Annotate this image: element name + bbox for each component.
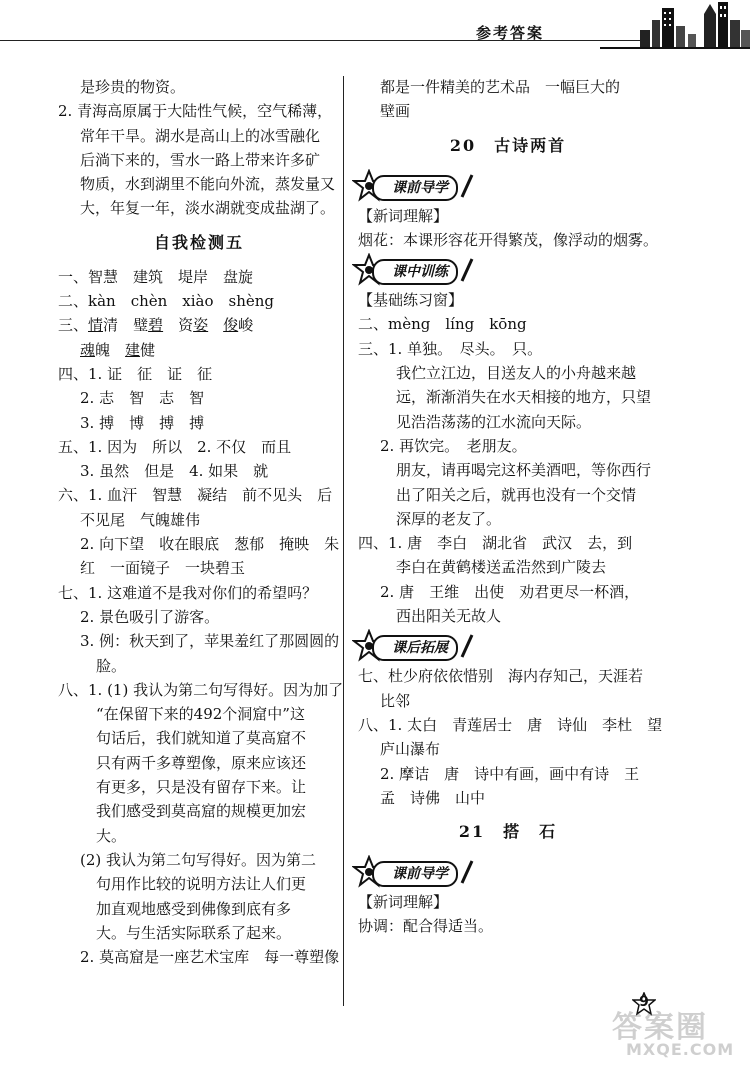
char: 魄 bbox=[95, 340, 111, 359]
right-column bbox=[358, 75, 663, 939]
answer-line: 四、1. 唐 李白 湖北省 武汉 去，到 bbox=[358, 534, 633, 553]
banner-label: 课前导学 bbox=[372, 175, 458, 201]
char: 健 bbox=[140, 340, 156, 359]
char: 资 bbox=[178, 316, 194, 335]
answer-line: 不见尾 气魄雄伟 bbox=[80, 510, 201, 529]
slash-decoration-icon bbox=[456, 859, 476, 885]
answer-line: 六、1. 血汗 智慧 凝结 前不见头 后 bbox=[58, 486, 333, 505]
answer-line: 2. 莫高窟是一座艺术宝库 每一尊塑像 bbox=[80, 948, 340, 967]
answer-line: 三、1. 单独。 尽头。 只。 bbox=[358, 339, 543, 358]
answer-line: 一、智慧 建筑 堤岸 盘旋 bbox=[58, 267, 254, 286]
watermark-url: MXQE.COM bbox=[626, 1040, 735, 1059]
column-divider bbox=[343, 76, 344, 1006]
page-header bbox=[0, 0, 750, 52]
answer-line: 3. 例：秋天到了，苹果羞红了那圆圆的 bbox=[80, 632, 340, 651]
answer-line: 二、kàn chèn xiào shèng bbox=[58, 292, 275, 311]
text-line: 常年干旱。湖水是高山上的冰雪融化 bbox=[80, 126, 321, 145]
answer-line: 李白在黄鹤楼送孟浩然到广陵去 bbox=[396, 558, 607, 577]
answer-line: 大。 bbox=[96, 826, 127, 845]
banner-label: 课中训练 bbox=[372, 259, 458, 285]
answer-line: 脸。 bbox=[96, 656, 127, 675]
answer-line: 大。与生活实际联系了起来。 bbox=[96, 923, 292, 942]
answer-line: (2) 我认为第二句写得好。因为第二 bbox=[80, 850, 317, 869]
answer-line: 出了阳关之后，就再也没有一个交情 bbox=[396, 485, 637, 504]
slash-decoration-icon bbox=[456, 633, 476, 659]
slash-decoration-icon bbox=[456, 257, 476, 283]
question-number: 三、 bbox=[58, 316, 89, 335]
lesson-title: 20 古诗两首 bbox=[449, 135, 567, 155]
text-line: 都是一件精美的艺术品 一幅巨大的 bbox=[380, 78, 621, 96]
text-line: 2. 青海高原属于大陆性气候，空气稀薄， bbox=[58, 102, 333, 121]
answer-line: 远，渐渐消失在水天相接的地方，只望 bbox=[396, 388, 652, 407]
slash-decoration-icon bbox=[456, 173, 476, 199]
answer-line: 2. 景色吸引了游客。 bbox=[80, 607, 220, 626]
underlined-char: 建 bbox=[125, 340, 141, 359]
lesson-title: 21 搭 石 bbox=[458, 822, 558, 842]
section-title: 自我检测五 bbox=[153, 232, 244, 252]
bracket-label: 【新词理解】 bbox=[358, 206, 449, 225]
watermark-text: 答案圈 bbox=[612, 1010, 708, 1045]
answer-line: 八、1. 太白 青莲居士 唐 诗仙 李杜 望 bbox=[358, 715, 663, 734]
answer-line: 3. 虽然 但是 4. 如果 就 bbox=[80, 462, 269, 481]
answer-line: 句话后，我们就知道了莫高窟不 bbox=[96, 729, 307, 748]
answer-line: 四、1. 证 征 证 征 bbox=[58, 364, 213, 383]
answer-line: 七、1. 这难道不是我对你们的希望吗？ bbox=[58, 583, 318, 602]
answer-line: 八、1. (1) 我认为第二句写得好。因为加了 bbox=[58, 680, 344, 699]
char: 峻 bbox=[238, 316, 254, 335]
answer-line: 2. 向下望 收在眼底 葱郁 掩映 朱 bbox=[80, 535, 340, 554]
answer-line: 五、1. 因为 所以 2. 不仅 而且 bbox=[58, 437, 292, 456]
answer-line: 西出阳关无故人 bbox=[396, 607, 502, 626]
answer-line: “在保留下来的492个洞窟中”这 bbox=[96, 705, 305, 724]
text-line: 是珍贵的物资。 bbox=[80, 78, 186, 96]
text-line: 壁画 bbox=[380, 102, 411, 121]
answer-line: 2. 唐 王维 出使 劝君更尽一杯酒， bbox=[380, 582, 640, 601]
answer-line: 加直观地感受到佛像到底有多 bbox=[96, 899, 292, 918]
page-number-text: 9 bbox=[639, 994, 649, 1010]
underlined-char: 情 bbox=[88, 316, 104, 335]
banner-pre-study bbox=[352, 854, 658, 890]
banner-pre-study bbox=[352, 168, 658, 204]
char: 清 bbox=[103, 316, 119, 335]
underlined-char: 碧 bbox=[148, 316, 164, 335]
header-title: 参考答案 bbox=[476, 24, 545, 42]
answer-line: 有更多，只是没有留存下来。让 bbox=[96, 778, 307, 797]
banner-in-class bbox=[352, 252, 658, 288]
answer-line: 红 一面镜子 一块碧玉 bbox=[80, 559, 246, 578]
city-skyline-icon bbox=[600, 0, 750, 50]
text-line: 烟花：本课形容花开得繁茂，像浮动的烟雾。 bbox=[358, 230, 659, 249]
answer-line: 深厚的老友了。 bbox=[396, 509, 502, 528]
banner-label: 课前导学 bbox=[372, 861, 458, 887]
underlined-char: 姿 bbox=[193, 316, 209, 335]
watermark bbox=[612, 1002, 742, 1062]
underlined-char: 魂 bbox=[80, 340, 96, 359]
answer-line: 孟 诗佛 山中 bbox=[380, 788, 486, 807]
answer-line bbox=[58, 313, 340, 337]
text-line: 协调：配合得适当。 bbox=[358, 917, 494, 936]
bracket-label: 【基础练习窗】 bbox=[358, 291, 464, 310]
answer-line: 比邻 bbox=[380, 691, 411, 710]
bracket-label: 【新词理解】 bbox=[358, 893, 449, 912]
answer-line bbox=[58, 338, 340, 362]
text-line: 大，年复一年，淡水湖就变成盐湖了。 bbox=[80, 199, 336, 218]
text-line: 物质，水到湖里不能向外流，蒸发量又 bbox=[80, 175, 336, 194]
answer-line: 2. 志 智 志 智 bbox=[80, 389, 205, 408]
answer-line: 七、杜少府依依惜别 海内存知己，天涯若 bbox=[358, 667, 644, 686]
answer-line: 朋友，请再喝完这杯美酒吧，等你西行 bbox=[396, 461, 652, 480]
answer-line: 2. 再饮完。 老朋友。 bbox=[380, 436, 527, 455]
answer-line: 见浩浩荡荡的江水流向天际。 bbox=[396, 412, 592, 431]
answer-line: 2. 摩诘 唐 诗中有画，画中有诗 王 bbox=[380, 764, 640, 783]
char: 璧 bbox=[133, 316, 149, 335]
answer-line: 我伫立江边，目送友人的小舟越来越 bbox=[396, 364, 637, 383]
answer-line: 庐山瀑布 bbox=[380, 740, 441, 759]
answer-line: 二、mèng líng kōng bbox=[358, 315, 527, 334]
answer-line: 只有两千多尊塑像，原来应该还 bbox=[96, 753, 307, 772]
underlined-char: 俊 bbox=[223, 316, 239, 335]
text-line: 后淌下来的，雪水一路上带来许多矿 bbox=[80, 150, 321, 169]
answer-line: 3. 搏 博 搏 搏 bbox=[80, 413, 205, 432]
banner-after-class bbox=[352, 628, 658, 664]
banner-label: 课后拓展 bbox=[372, 635, 458, 661]
answer-line: 句用作比较的说明方法让人们更 bbox=[96, 875, 307, 894]
left-column bbox=[58, 75, 344, 969]
answer-line: 我们感受到莫高窟的规模更加宏 bbox=[96, 802, 307, 821]
